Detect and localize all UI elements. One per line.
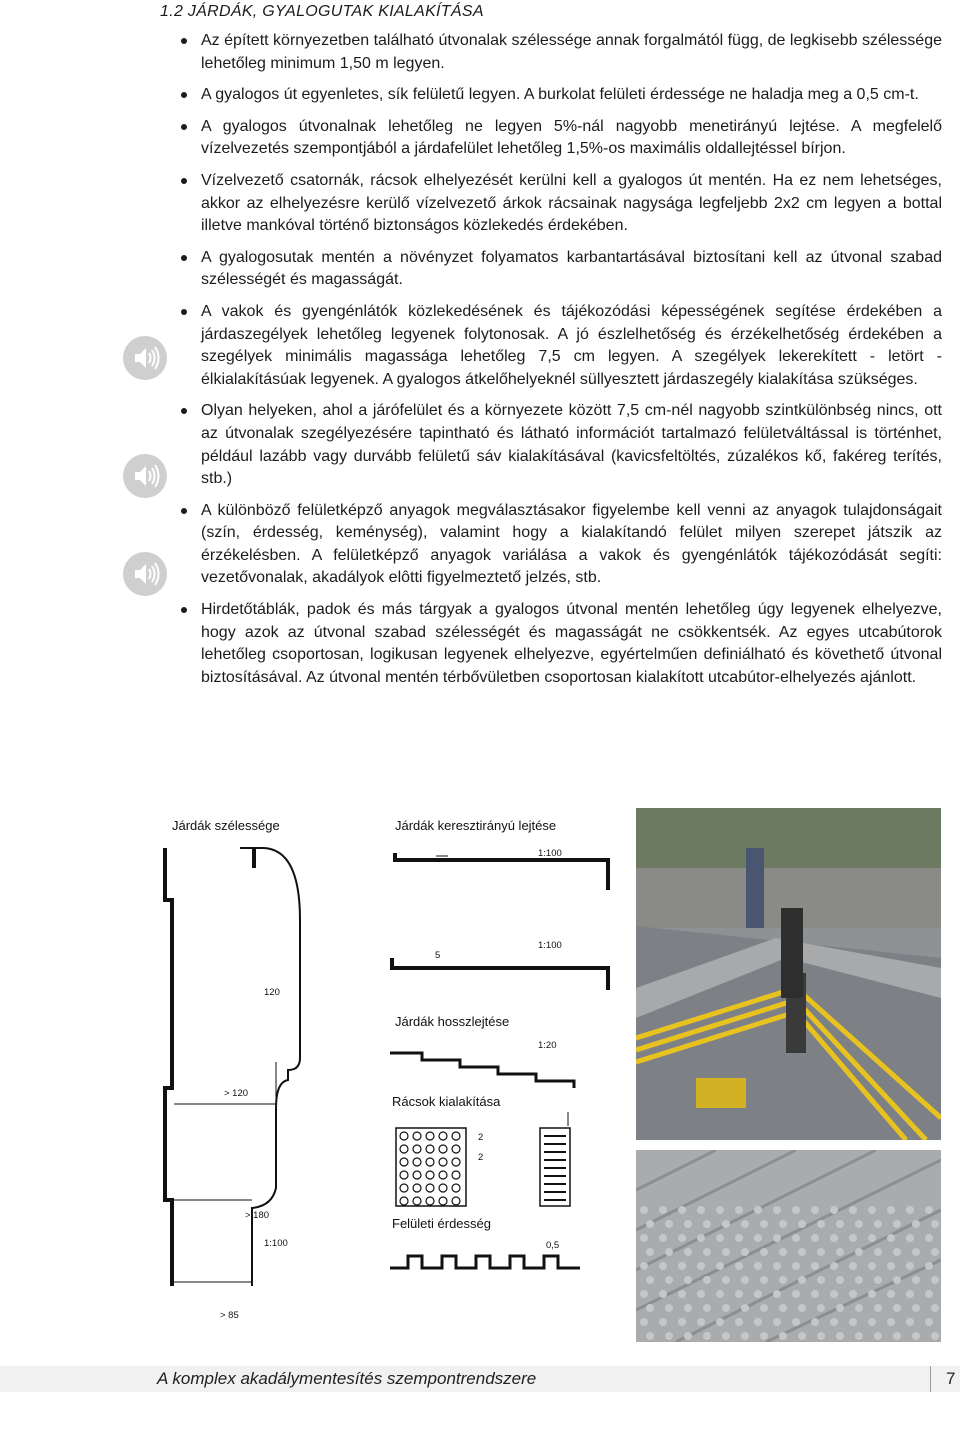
slab-dot [659, 1234, 667, 1242]
grate-hole [426, 1171, 434, 1179]
speaker-icon[interactable] [123, 552, 167, 596]
slab-dot [817, 1332, 825, 1340]
grate-hole [426, 1184, 434, 1192]
sidewalk-diagram [160, 808, 630, 1328]
slab-dot [849, 1206, 857, 1214]
slab-dot [830, 1206, 838, 1214]
slab-dot [735, 1318, 743, 1326]
long-title: Járdák hosszlejtése [395, 1014, 510, 1029]
slab-dot [906, 1262, 914, 1270]
grate-hole [452, 1132, 460, 1140]
rough-title: Felületi érdesség [392, 1216, 491, 1231]
speaker-icon[interactable] [123, 336, 167, 380]
grate-hole [400, 1158, 408, 1166]
slab-dot [893, 1304, 901, 1312]
slab-dot [931, 1304, 939, 1312]
slab-dot [849, 1290, 857, 1298]
grate-hole [413, 1197, 421, 1205]
slab-dot [830, 1290, 838, 1298]
slab-dot [849, 1262, 857, 1270]
bullet-icon [181, 178, 187, 184]
slab-dot [836, 1248, 844, 1256]
bullet-icon [181, 508, 187, 514]
list-item: A vakok és gyengénlátók közlekedésének és tájékozódási képességének segítése érdekében a járdaszegélyek lehetőleg legyenek folytonosak. A jó észlelhetőség és érzékelhetőség érdekében a szegélyek minimális magassága lehetőleg 7,5 cm legyen. A szegélyek lekerekített - letört - élkialakításúak legyenek. A gyalogos átkelőhelyeknél süllyesztett járdaszegély kialakítása szükséges. [181, 301, 942, 391]
slab-dot [735, 1262, 743, 1270]
footer-title: A komplex akadálymentesítés szempontrendszere [157, 1369, 537, 1388]
slab-dot [811, 1206, 819, 1214]
dim-120b: > 120 [224, 1088, 249, 1099]
slab-dot [887, 1318, 895, 1326]
slab-dot [716, 1262, 724, 1270]
slab-dot [874, 1332, 882, 1340]
slab-dot [735, 1206, 743, 1214]
bullet-icon [181, 124, 187, 130]
grate-hole [400, 1145, 408, 1153]
slab-dot [773, 1262, 781, 1270]
slab-dot [912, 1248, 920, 1256]
grate-hole [452, 1171, 460, 1179]
slab-dot [722, 1220, 730, 1228]
slab-dot [697, 1206, 705, 1214]
slab-dot [722, 1248, 730, 1256]
grate-hole [439, 1158, 447, 1166]
slab-dot [868, 1318, 876, 1326]
grate-hole [439, 1171, 447, 1179]
list-item: A gyalogos út egyenletes, sík felületű legyen. A burkolat felületi érdessége ne haladja meg a 0,5 cm-t. [181, 84, 942, 107]
grate-dim-1: 2 [478, 1132, 484, 1143]
slab-dot [836, 1332, 844, 1340]
slab-dot [893, 1276, 901, 1284]
slab-dot [754, 1262, 762, 1270]
width-title: Járdák szélessége [172, 818, 280, 833]
footer-divider [930, 1366, 931, 1392]
grate-dim-2: 2 [478, 1152, 484, 1163]
slab-dot [779, 1248, 787, 1256]
slab-dot [760, 1276, 768, 1284]
slab-dot [678, 1206, 686, 1214]
slab-dot [640, 1318, 648, 1326]
slab-dot [754, 1318, 762, 1326]
slab-dot [817, 1220, 825, 1228]
slab-dot [912, 1332, 920, 1340]
list-item: Hirdetőtáblák, padok és más tárgyak a gyalogos útvonal mentén lehetőleg úgy legyenek elhelyezve, hogy azok az útvonal szabad szélességét és magasságát ne csökkentsék. Az egyes utcabútorok lehetőleg csoportosan, logikusan legyenek elhelyezve, egyértelműen definiálható és követhető útvonal biztosításával. Az útvonal mentén térbővületben csoportosan kialakított utcabútor-elhelyezés ajánlott. [181, 599, 942, 689]
slab-dot [887, 1206, 895, 1214]
slab-dot [912, 1276, 920, 1284]
slab-dot [659, 1206, 667, 1214]
slab-dot [779, 1304, 787, 1312]
list-item: A gyalogos útvonalnak lehetőleg ne legyen 5%-nál nagyobb menetirányú lejtése. A megfelelő vízelvezetés szempontjából a járdafelület lehetőleg 1,5%-os maximális oldallejtéssel bírjon. [181, 116, 942, 161]
grate-hole [426, 1132, 434, 1140]
slab-dot [646, 1248, 654, 1256]
grate-hole [413, 1184, 421, 1192]
grate-hole [439, 1197, 447, 1205]
slab-dot [855, 1276, 863, 1284]
slab-dot [811, 1318, 819, 1326]
slab-dot [773, 1290, 781, 1298]
slab-dot [665, 1220, 673, 1228]
slab-dot [754, 1290, 762, 1298]
slab-dot [703, 1248, 711, 1256]
grate-hole [452, 1184, 460, 1192]
guideline-list [181, 30, 942, 698]
slab-dot [874, 1276, 882, 1284]
slab-dot [703, 1304, 711, 1312]
slab-dot [754, 1206, 762, 1214]
slab-dot [893, 1248, 901, 1256]
bullet-icon [181, 309, 187, 315]
slab-dot [697, 1318, 705, 1326]
grate-hole [452, 1145, 460, 1153]
slab-dot [817, 1304, 825, 1312]
slab-dot [735, 1234, 743, 1242]
slab-dot [931, 1276, 939, 1284]
slab-dot [754, 1234, 762, 1242]
slab-dot [906, 1318, 914, 1326]
slab-dot [779, 1220, 787, 1228]
slab-dot [722, 1304, 730, 1312]
slab-dot [640, 1206, 648, 1214]
slab-dot [906, 1206, 914, 1214]
grate-hole [439, 1145, 447, 1153]
bullet-icon [181, 38, 187, 44]
slab-dot [798, 1332, 806, 1340]
slab-dot [716, 1234, 724, 1242]
slab-dot [868, 1290, 876, 1298]
slab-dot [817, 1248, 825, 1256]
slab-dot [931, 1332, 939, 1340]
slab-dot [716, 1318, 724, 1326]
slab-dot [925, 1206, 933, 1214]
slab-dot [741, 1332, 749, 1340]
slab-dot [741, 1304, 749, 1312]
slope-5: 5 [435, 950, 441, 961]
slab-dot [925, 1234, 933, 1242]
slab-dot [716, 1206, 724, 1214]
grate-hole [413, 1145, 421, 1153]
list-item: A különböző felületképző anyagok megválasztásakor figyelembe kell venni az anyagok tulajdonságait (szín, érdesség, keménység), valamint hogy a kialakítandó felület milyen szerepet játszik az érzékelésben. A felületképző anyagok variálása a vakok és gyengénlátók tájékozódását segíti: vezetővonalak, akadályok elôtti figyelmeztető jelzés, stb. [181, 500, 942, 590]
slab-dot [741, 1248, 749, 1256]
slab-dot [792, 1318, 800, 1326]
slab-dot [868, 1234, 876, 1242]
slab-dot [887, 1290, 895, 1298]
slab-dot [855, 1304, 863, 1312]
list-item: Vízelvezető csatornák, rácsok elhelyezését kerülni kell a gyalogos út mentén. Ha ez nem lehetséges, akkor az elhelyezésre kerülő vízelvezető árkok rácsainak nagysága legfeljebb 2x2 cm legyen a bottal illetve mankóval történő biztonságos közlekedés érdekében. [181, 170, 942, 238]
slab-dot [716, 1290, 724, 1298]
slab-dot [874, 1220, 882, 1228]
cross-title: Járdák keresztirányú lejtése [395, 818, 557, 833]
slab-dot [811, 1290, 819, 1298]
grate-hole [400, 1132, 408, 1140]
slab-dot [893, 1332, 901, 1340]
slab-dot [678, 1318, 686, 1326]
grate-hole [413, 1132, 421, 1140]
slab-dot [646, 1332, 654, 1340]
grate-hole [413, 1158, 421, 1166]
slab-dot [830, 1234, 838, 1242]
slab-dot [912, 1304, 920, 1312]
slab-dot [659, 1318, 667, 1326]
dim-120a: 120 [264, 987, 280, 998]
slab-dot [684, 1332, 692, 1340]
slab-dot [887, 1262, 895, 1270]
grate-hole [400, 1197, 408, 1205]
slab-dot [640, 1262, 648, 1270]
slab-dot [697, 1290, 705, 1298]
slab-dot [773, 1318, 781, 1326]
slab-dot [868, 1262, 876, 1270]
slab-dot [722, 1332, 730, 1340]
slab-dot [849, 1234, 857, 1242]
slab-dot [792, 1290, 800, 1298]
speaker-icon[interactable] [123, 454, 167, 498]
slab-dot [925, 1290, 933, 1298]
list-item: Az épített környezetben található útvonalak szélessége annak forgalmától függ, de legkisebb szélessége lehetőleg minimum 1,50 m legyen. [181, 30, 942, 75]
slab-dot [887, 1234, 895, 1242]
slab-dot [703, 1276, 711, 1284]
slab-dot [855, 1332, 863, 1340]
slab-dot [779, 1332, 787, 1340]
slab-dot [931, 1220, 939, 1228]
slab-dot [874, 1304, 882, 1312]
grate-hole [400, 1184, 408, 1192]
slab-dot [760, 1248, 768, 1256]
slab-dot [665, 1276, 673, 1284]
grate-hole [413, 1171, 421, 1179]
grate-hole [400, 1171, 408, 1179]
slab-dot [697, 1262, 705, 1270]
scale-width: 1:100 [264, 1238, 288, 1249]
scale-cross-2: 1:100 [538, 940, 562, 951]
slab-dot [640, 1290, 648, 1298]
bullet-icon [181, 255, 187, 261]
slab-dot [925, 1318, 933, 1326]
slab-dot [836, 1220, 844, 1228]
slab-dot [798, 1304, 806, 1312]
section-heading: 1.2 JÁRDÁK, GYALOGUTAK KIALAKÍTÁSA [160, 3, 484, 20]
slab-dot [741, 1276, 749, 1284]
slab-dot [855, 1220, 863, 1228]
slab-dot [646, 1304, 654, 1312]
slab-dot [640, 1234, 648, 1242]
tactile-paving-photo [636, 808, 941, 1140]
slab-dot [792, 1234, 800, 1242]
slab-dot [760, 1220, 768, 1228]
slab-dot [684, 1304, 692, 1312]
list-item: A gyalogosutak mentén a növényzet folyamatos karbantartásával biztosítani kell az útvonal szabad szélességét és magasságát. [181, 247, 942, 292]
slab-dot [646, 1220, 654, 1228]
scale-long: 1:20 [538, 1040, 557, 1051]
slab-dot [906, 1234, 914, 1242]
slab-dot [836, 1276, 844, 1284]
slab-dot [874, 1248, 882, 1256]
slab-dot [912, 1220, 920, 1228]
slab-dot [906, 1290, 914, 1298]
slab-dot [684, 1248, 692, 1256]
slab-dot [659, 1262, 667, 1270]
slab-dot [855, 1248, 863, 1256]
slab-dot [931, 1248, 939, 1256]
list-item: Olyan helyeken, ahol a járófelület és a környezete között 7,5 cm-nél nagyobb szintkülönbség nincs, ott az útvonalak szegélyezésére tapintható és látható információt tartalmazó felületváltással is történhet, például lazább vagy durvább felületű sáv kialakításával (kavicsfeltöltés, zúzalékos kő, fakéreg terítés, stb.) [181, 400, 942, 490]
slab-dot [798, 1220, 806, 1228]
slab-dot [659, 1290, 667, 1298]
slab-dot [703, 1220, 711, 1228]
slab-dot [798, 1276, 806, 1284]
slab-dot [697, 1234, 705, 1242]
slab-dot [779, 1276, 787, 1284]
grate-hole [426, 1197, 434, 1205]
slab-dot [678, 1234, 686, 1242]
slab-dot [830, 1318, 838, 1326]
slab-dot [798, 1248, 806, 1256]
slab-dot [665, 1332, 673, 1340]
slab-dot [760, 1304, 768, 1312]
grate-hole [439, 1184, 447, 1192]
bullet-icon [181, 408, 187, 414]
slab-dot [678, 1262, 686, 1270]
slab-dot [817, 1276, 825, 1284]
slab-dot [665, 1304, 673, 1312]
slab-dot [773, 1206, 781, 1214]
grate-hole [439, 1132, 447, 1140]
grate-hole [426, 1158, 434, 1166]
slab-dot [792, 1206, 800, 1214]
dim-180: > 180 [245, 1210, 270, 1221]
page-number: 7 [946, 1369, 956, 1388]
slab-dot [811, 1262, 819, 1270]
slab-dot [703, 1332, 711, 1340]
grate-hole [452, 1197, 460, 1205]
grate-title: Rácsok kialakítása [392, 1094, 501, 1109]
slab-dot [722, 1276, 730, 1284]
slab-dot [684, 1220, 692, 1228]
bullet-icon [181, 607, 187, 613]
slab-dot [684, 1276, 692, 1284]
bullet-icon [181, 92, 187, 98]
slab-dot [773, 1234, 781, 1242]
slab-dot [811, 1234, 819, 1242]
slab-dot [792, 1262, 800, 1270]
slab-dot [893, 1220, 901, 1228]
slab-dot [646, 1276, 654, 1284]
slab-dot [665, 1248, 673, 1256]
slab-dot [735, 1290, 743, 1298]
grate-hole [452, 1158, 460, 1166]
slab-dot [760, 1332, 768, 1340]
slab-dot [678, 1290, 686, 1298]
slab-dot [741, 1220, 749, 1228]
sidewalk-diagram-svg [160, 808, 630, 1328]
slab-dot [925, 1262, 933, 1270]
slab-dot [830, 1262, 838, 1270]
grate-hole [426, 1145, 434, 1153]
tactile-slab-photo [636, 1150, 941, 1342]
rough-dim: 0,5 [546, 1240, 560, 1251]
slab-dot [836, 1304, 844, 1312]
slab-dot [868, 1206, 876, 1214]
scale-cross-1: 1:100 [538, 848, 562, 859]
slab-dot [849, 1318, 857, 1326]
dim-85: > 85 [220, 1310, 239, 1321]
